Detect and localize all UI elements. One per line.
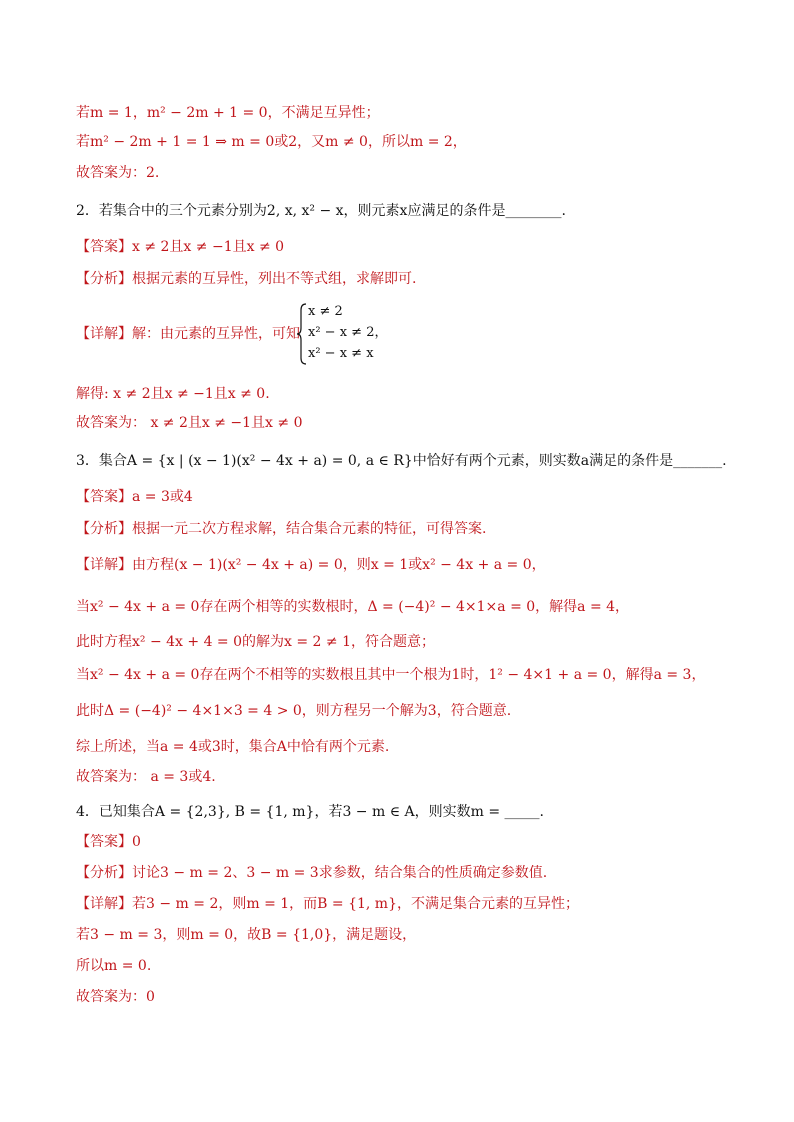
system-row: x ≠ 2	[308, 304, 343, 319]
solution-line: 若m = 1，m² − 2m + 1 = 0，不满足互异性；	[76, 105, 380, 121]
answer-line: 故答案为： a = 3或4.	[76, 769, 216, 785]
analysis-4	[76, 864, 547, 882]
solution-line: 当x² − 4x + a = 0存在两个不相等的实数根且其中一个根为1时，1² − 4×1 + a = 0，解得a = 3，	[76, 667, 706, 683]
answer-tag: 【答案】	[76, 239, 132, 255]
solution-fragment: 所以m = 2，	[381, 134, 467, 150]
analysis-2	[76, 270, 416, 288]
detail-2	[76, 325, 300, 343]
question-2: 2．若集合中的三个元素分别为2, x, x² − x，则元素x应满足的条件是________.	[76, 203, 566, 219]
detail-tag: 【详解】	[76, 896, 132, 912]
solution-line: 所以m = 0.	[76, 958, 152, 974]
solution-line	[76, 133, 467, 151]
detail-4	[76, 895, 579, 913]
answer-text: a = 3或4	[132, 489, 193, 505]
answer-tag: 【答案】	[76, 834, 132, 850]
answer-line: 故答案为：2.	[76, 165, 160, 181]
left-brace-icon	[296, 302, 308, 366]
question-4: 4．已知集合A = {2,3}, B = {1, m}，若3 − m ∈ A，则实数m = _____.	[76, 804, 544, 820]
detail-text: 由方程(x − 1)(x² − 4x + a) = 0，则x = 1或x² − 4x + a = 0，	[132, 557, 546, 573]
system-row: x² − x ≠ x	[308, 346, 374, 361]
answer-4	[76, 833, 141, 851]
answer-tag: 【答案】	[76, 489, 132, 505]
solution-line: 解得: x ≠ 2且x ≠ −1且x ≠ 0.	[76, 386, 270, 402]
detail-text: 解：由元素的互异性，可知	[132, 326, 300, 342]
answer-line: 故答案为：0	[76, 989, 155, 1005]
detail-tag: 【详解】	[76, 557, 132, 573]
analysis-text: 根据一元二次方程求解，结合集合元素的特征，可得答案.	[132, 521, 487, 537]
answer-3	[76, 488, 193, 506]
solution-fragment: 又m ≠ 0，	[311, 134, 382, 150]
analysis-text: 讨论3 − m = 2、3 − m = 3求参数，结合集合的性质确定参数值.	[132, 865, 548, 881]
detail-text: 若3 − m = 2，则m = 1，而B = {1, m}，不满足集合元素的互异性；	[132, 896, 579, 912]
answer-text: x ≠ 2且x ≠ −1且x ≠ 0	[132, 239, 285, 255]
inequality-system	[296, 302, 386, 366]
answer-2	[76, 238, 284, 256]
solution-line: 当x² − 4x + a = 0存在两个相等的实数根时，Δ = (−4)² − 4×1×a = 0，解得a = 4，	[76, 599, 630, 615]
solution-line: 此时Δ = (−4)² − 4×1×3 = 4 > 0，则方程另一个解为3，符合题意.	[76, 703, 512, 719]
answer-text: 0	[132, 834, 141, 850]
solution-fragment: 或2，	[274, 134, 312, 150]
detail-3	[76, 556, 546, 574]
analysis-tag: 【分析】	[76, 521, 132, 537]
question-3: 3．集合A = {x | (x − 1)(x² − 4x + a) = 0, a ∈ R}中恰好有两个元素，则实数a满足的条件是_______.	[76, 453, 727, 469]
analysis-3	[76, 520, 486, 538]
solution-line: 此时方程x² − 4x + 4 = 0的解为x = 2 ≠ 1，符合题意；	[76, 634, 435, 650]
solution-line: 若3 − m = 3，则m = 0，故B = {1,0}，满足题设，	[76, 927, 417, 943]
solution-fragment: 若m² − 2m + 1 = 1 ⇒ m = 0	[76, 134, 275, 150]
analysis-tag: 【分析】	[76, 271, 132, 287]
answer-line: 故答案为： x ≠ 2且x ≠ −1且x ≠ 0	[76, 415, 303, 431]
detail-tag: 【详解】	[76, 326, 132, 342]
system-row: x² − x ≠ 2，	[308, 325, 388, 340]
analysis-tag: 【分析】	[76, 865, 132, 881]
solution-line: 综上所述，当a = 4或3时，集合A中恰有两个元素.	[76, 739, 390, 755]
analysis-text: 根据元素的互异性，列出不等式组，求解即可.	[132, 271, 417, 287]
